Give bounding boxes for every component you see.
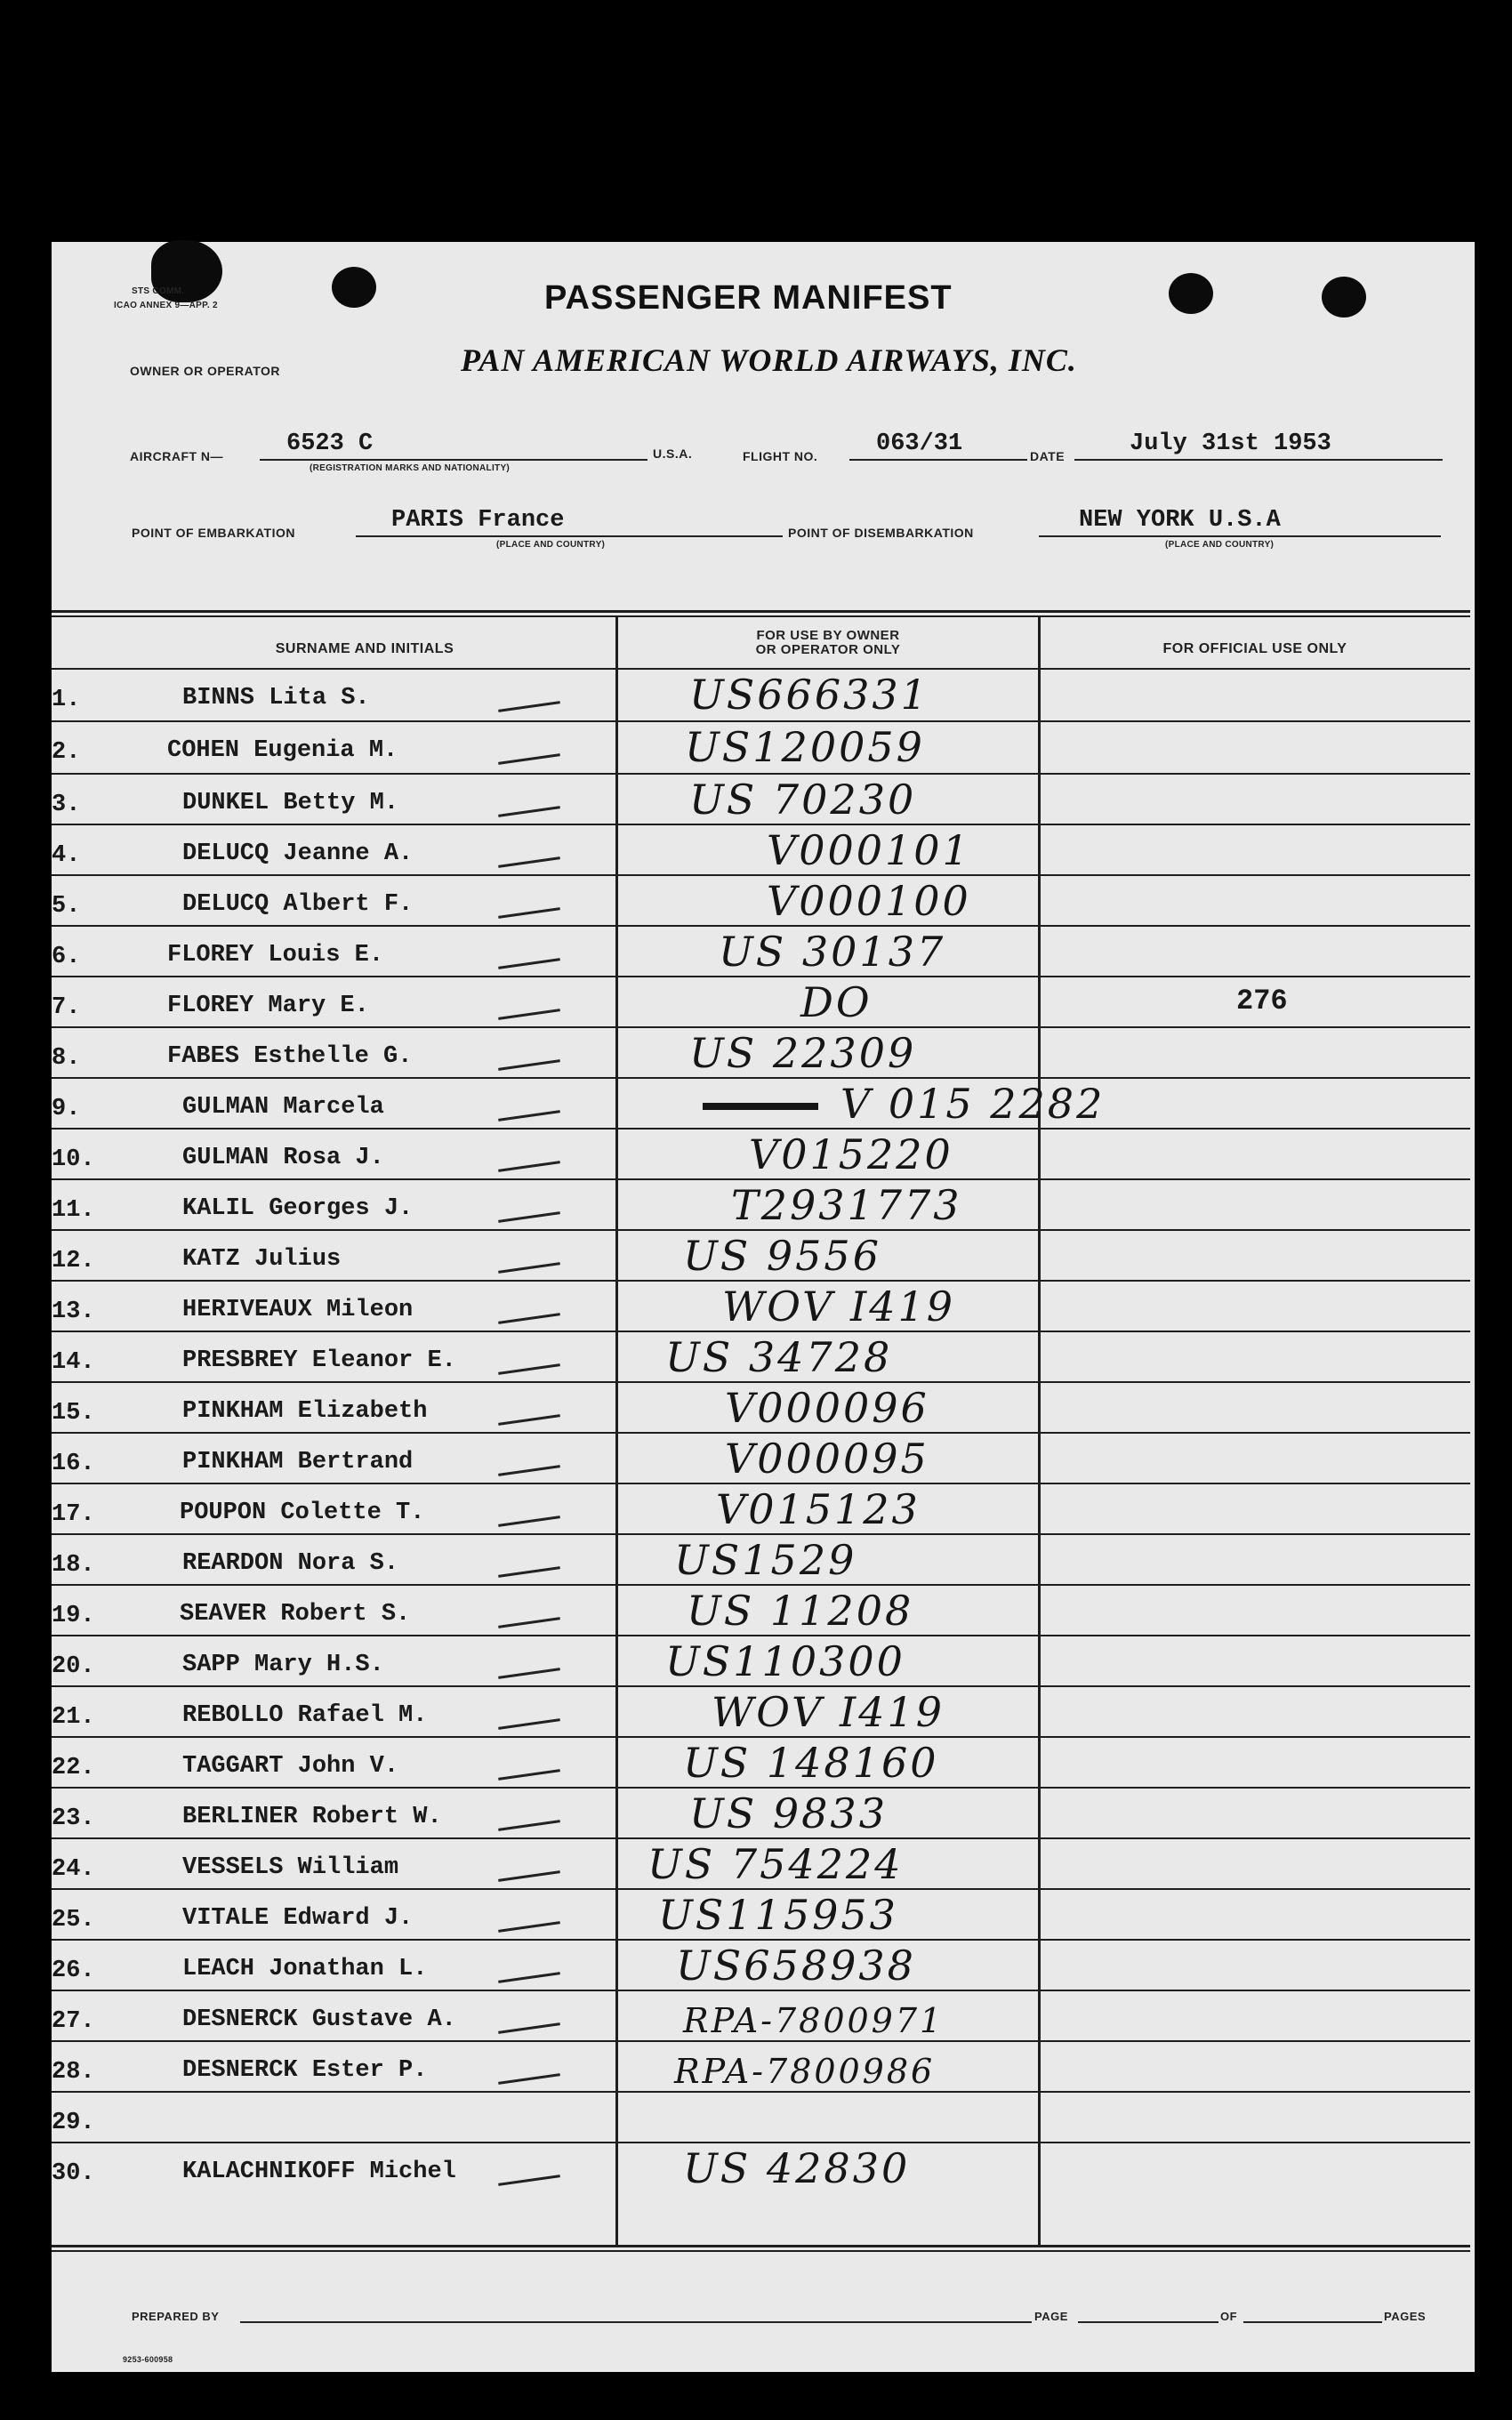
of-label: OF: [1220, 2310, 1238, 2323]
passenger-row: [0, 1079, 1423, 1130]
passenger-row: [0, 775, 1423, 825]
page-line: [1078, 2321, 1218, 2323]
embarkation-underline: [356, 535, 783, 537]
passport-number: V000096: [725, 1384, 929, 1432]
check-mark: [498, 1921, 560, 1933]
passport-number: DO: [800, 978, 873, 1026]
embarkation-label: POINT OF EMBARKATION: [132, 526, 295, 540]
passenger-name: SAPP Mary H.S.: [182, 1652, 384, 1678]
passenger-name: COHEN Eugenia M.: [167, 737, 398, 764]
passport-number: V000100: [767, 877, 971, 925]
passenger-row: [0, 1180, 1423, 1231]
row-number: 18.: [52, 1552, 95, 1579]
passport-number: V000095: [725, 1435, 929, 1483]
check-mark: [498, 1566, 560, 1578]
passenger-row: [0, 1738, 1423, 1789]
flight-value: 063/31: [876, 430, 963, 457]
check-mark: [498, 1668, 560, 1679]
check-mark: [498, 1718, 560, 1730]
passenger-row: [0, 1789, 1423, 1839]
row-number: 8.: [52, 1045, 81, 1072]
check-mark: [498, 1617, 560, 1628]
operator-column-header-1: FOR USE BY OWNER: [756, 628, 900, 643]
passenger-row: [0, 1282, 1423, 1332]
passenger-name: KALIL Georges J.: [182, 1195, 414, 1222]
passenger-row: [0, 1383, 1423, 1434]
flight-underline: [849, 459, 1027, 461]
passport-number: US120059: [685, 723, 925, 771]
check-mark: [498, 1363, 560, 1375]
passenger-row: [0, 1332, 1423, 1383]
passenger-name: GULMAN Rosa J.: [182, 1145, 384, 1171]
passenger-row: [0, 927, 1423, 977]
check-mark: [498, 1110, 560, 1122]
passport-number: RPA-7800986: [674, 2052, 936, 2091]
passenger-row: [0, 1231, 1423, 1282]
passport-number: V015123: [716, 1485, 921, 1533]
form-id-line1: STS COMM.: [132, 286, 185, 296]
check-mark: [498, 856, 560, 868]
row-number: 14.: [52, 1349, 95, 1376]
passport-number: US115953: [658, 1891, 898, 1939]
table-top-rule-2: [52, 615, 1470, 617]
check-mark: [498, 701, 560, 712]
passport-number: US 70230: [689, 776, 917, 824]
passport-number: V015220: [749, 1130, 953, 1178]
check-mark: [498, 1972, 560, 1983]
passport-number: WOV I419: [712, 1688, 945, 1736]
aircraft-sub: (REGISTRATION MARKS AND NATIONALITY): [310, 463, 511, 473]
passport-number: US 30137: [719, 928, 946, 976]
row-number: 25.: [52, 1907, 95, 1934]
passenger-row: [0, 1839, 1423, 1890]
check-mark: [498, 907, 560, 919]
row-number: 23.: [52, 1805, 95, 1832]
row-number: 29.: [52, 2110, 95, 2136]
row-number: 11.: [52, 1197, 95, 1224]
check-mark: [498, 2022, 560, 2034]
passenger-row: [0, 1434, 1423, 1484]
embarkation-sub: (PLACE AND COUNTRY): [496, 540, 606, 550]
passenger-name: VESSELS William: [182, 1854, 399, 1881]
flight-label: FLIGHT NO.: [743, 449, 818, 463]
passenger-row: [0, 1991, 1423, 2042]
disembarkation-sub: (PLACE AND COUNTRY): [1165, 540, 1275, 550]
passenger-row: [0, 670, 1423, 720]
passport-number: US1529: [674, 1536, 857, 1584]
disembarkation-value: NEW YORK U.S.A: [1079, 507, 1281, 534]
check-mark: [498, 1262, 560, 1274]
row-number: 30.: [52, 2160, 95, 2187]
passenger-name: GULMAN Marcela: [182, 1094, 384, 1121]
passenger-row: [0, 722, 1423, 773]
check-mark: [498, 958, 560, 969]
passport-number: US 9556: [683, 1232, 881, 1280]
row-number: 15.: [52, 1400, 95, 1427]
passenger-name: KATZ Julius: [182, 1246, 342, 1273]
aircraft-underline: [260, 459, 647, 461]
row-number: 2.: [52, 739, 81, 766]
row-number: 13.: [52, 1298, 95, 1325]
date-underline: [1074, 459, 1443, 461]
passenger-name: PINKHAM Bertrand: [182, 1449, 414, 1475]
check-mark: [498, 1313, 560, 1324]
row-number: 5.: [52, 893, 81, 920]
form-id: ICAO ANNEX 9—APP. 2: [114, 301, 218, 310]
passenger-name: KALACHNIKOFF Michel: [182, 2159, 456, 2185]
passport-number: V000101: [767, 826, 971, 874]
official-note: 276: [1236, 985, 1288, 1017]
row-number: 16.: [52, 1451, 95, 1477]
row-number: 1.: [52, 687, 81, 713]
passenger-name: PINKHAM Elizabeth: [182, 1398, 428, 1425]
pages-label: PAGES: [1384, 2310, 1427, 2323]
row-number: 17.: [52, 1501, 95, 1528]
check-mark: [498, 2175, 560, 2186]
check-mark: [498, 1516, 560, 1527]
check-mark: [498, 1465, 560, 1476]
row-number: 24.: [52, 1856, 95, 1883]
row-number: 22.: [52, 1755, 95, 1781]
passport-number: US 22309: [689, 1029, 917, 1077]
passenger-name: DESNERCK Gustave A.: [182, 2006, 456, 2033]
check-mark: [498, 1870, 560, 1882]
owner-label: OWNER OR OPERATOR: [130, 364, 280, 378]
passport-number: V 015 2282: [840, 1080, 1106, 1128]
passenger-row: [0, 825, 1423, 876]
passenger-name: FABES Esthelle G.: [167, 1043, 413, 1070]
check-mark: [498, 1769, 560, 1781]
passenger-row: [0, 2093, 1423, 2143]
row-number: 12.: [52, 1248, 95, 1274]
passenger-name: HERIVEAUX Mileon: [182, 1297, 414, 1323]
passenger-row: [0, 876, 1423, 927]
passenger-row: [0, 1535, 1423, 1586]
passport-number: US 9833: [689, 1789, 888, 1837]
disembarkation-underline: [1039, 535, 1441, 537]
check-mark: [498, 753, 560, 765]
passport-number: US110300: [665, 1637, 905, 1685]
passenger-row: [0, 1484, 1423, 1535]
passenger-name: DELUCQ Jeanne A.: [182, 840, 414, 867]
strike-through: [703, 1103, 818, 1110]
passport-number: US 42830: [683, 2144, 911, 2192]
row-number: 3.: [52, 792, 81, 818]
row-number: 6.: [52, 944, 81, 970]
check-mark: [498, 1414, 560, 1426]
row-number: 20.: [52, 1653, 95, 1680]
pages-line: [1243, 2321, 1382, 2323]
passenger-name: TAGGART John V.: [182, 1753, 399, 1780]
passenger-name: LEACH Jonathan L.: [182, 1956, 428, 1982]
page-title: PASSENGER MANIFEST: [544, 279, 953, 317]
passenger-row: [0, 1028, 1423, 1079]
row-number: 26.: [52, 1958, 95, 1984]
check-mark: [498, 1211, 560, 1223]
date-label: DATE: [1030, 449, 1066, 463]
check-mark: [498, 1820, 560, 1831]
row-number: 27.: [52, 2008, 95, 2035]
passport-number: RPA-7800971: [683, 2001, 945, 2040]
passenger-name: PRESBREY Eleanor E.: [182, 1347, 456, 1374]
check-mark: [498, 1009, 560, 1020]
row-number: 4.: [52, 842, 81, 869]
passenger-row: [0, 977, 1423, 1028]
disembarkation-label: POINT OF DISEMBARKATION: [788, 526, 974, 540]
passenger-row: [0, 1890, 1423, 1941]
row-number: 21.: [52, 1704, 95, 1731]
passenger-row: [0, 1687, 1423, 1738]
punch-hole: [332, 267, 376, 308]
page-label: PAGE: [1034, 2310, 1068, 2323]
passport-number: US 148160: [683, 1739, 939, 1787]
passenger-name: DUNKEL Betty M.: [182, 790, 399, 816]
passenger-name: BINNS Lita S.: [182, 685, 370, 712]
passenger-row: [0, 1941, 1423, 1991]
punch-hole: [1169, 273, 1213, 314]
passenger-row: [0, 2042, 1423, 2093]
nationality: U.S.A.: [653, 446, 693, 461]
passenger-name: FLOREY Louis E.: [167, 942, 384, 969]
row-number: 10.: [52, 1146, 95, 1173]
passenger-name: REARDON Nora S.: [182, 1550, 399, 1577]
passenger-row: [0, 1130, 1423, 1180]
table-bottom-rule: [52, 2245, 1470, 2247]
passenger-name: VITALE Edward J.: [182, 1905, 414, 1932]
operator-column-header-2: OR OPERATOR ONLY: [755, 642, 901, 657]
print-code: 9253-600958: [123, 2355, 173, 2364]
passenger-name: BERLINER Robert W.: [182, 1804, 442, 1830]
prepared-by-label: PREPARED BY: [132, 2310, 220, 2323]
passport-number: US 754224: [647, 1840, 904, 1888]
passport-number: WOV I419: [722, 1282, 955, 1331]
embarkation-value: PARIS France: [391, 507, 565, 534]
passenger-row: [0, 1636, 1423, 1687]
passport-number: T2931773: [731, 1181, 962, 1229]
names-column-header: SURNAME AND INITIALS: [275, 641, 454, 656]
row-number: 7.: [52, 994, 81, 1021]
check-mark: [498, 1059, 560, 1071]
passenger-name: DELUCQ Albert F.: [182, 891, 414, 918]
passenger-name: SEAVER Robert S.: [180, 1601, 411, 1628]
passport-number: US658938: [676, 1942, 916, 1990]
passenger-name: POUPON Colette T.: [180, 1499, 425, 1526]
passport-number: US 11208: [687, 1587, 914, 1635]
passenger-name: FLOREY Mary E.: [167, 993, 369, 1019]
passenger-row: [0, 2143, 1423, 2194]
passport-number: US 34728: [665, 1333, 893, 1381]
punch-hole: [1322, 277, 1366, 318]
check-mark: [498, 2073, 560, 2085]
date-value: July 31st 1953: [1130, 430, 1331, 457]
passenger-name: REBOLLO Rafael M.: [182, 1702, 428, 1729]
check-mark: [498, 806, 560, 817]
passport-number: US666331: [689, 671, 929, 719]
check-mark: [498, 1161, 560, 1172]
row-number: 19.: [52, 1603, 95, 1629]
table-top-rule: [52, 610, 1470, 613]
official-column-header: FOR OFFICIAL USE ONLY: [1162, 641, 1347, 656]
aircraft-label: AIRCRAFT N—: [130, 449, 224, 463]
row-number: 9.: [52, 1096, 81, 1122]
passenger-row: [0, 1586, 1423, 1636]
row-number: 28.: [52, 2059, 95, 2086]
prepared-by-line: [240, 2321, 1032, 2323]
passenger-name: DESNERCK Ester P.: [182, 2057, 428, 2084]
aircraft-value: 6523 C: [286, 430, 374, 457]
table-bottom-rule-2: [52, 2250, 1470, 2252]
operator-name: PAN AMERICAN WORLD AIRWAYS, INC.: [461, 342, 1077, 378]
